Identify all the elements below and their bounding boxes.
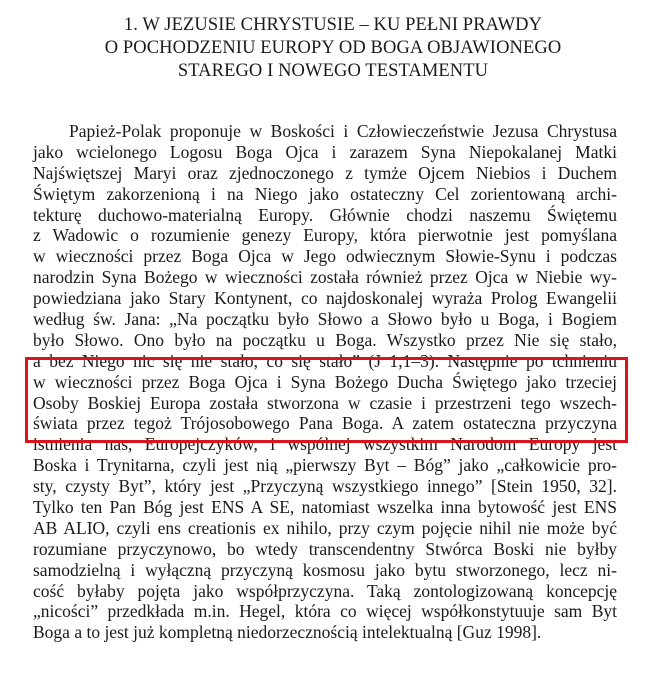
text-line: tekturę duchowo-materialną Europy. Głównie chodzi naszemu Świętemu [33, 204, 617, 225]
chapter-heading [0, 14, 666, 83]
text-line: w wieczności przez Boga Ojca i Syna Bożego Ducha Świętego jako trzeciej [33, 371, 617, 392]
text-line: Tylko ten Pan Bóg jest ENS A SE, natomiast wszelka inna bytowość jest ENS [33, 497, 617, 518]
text-line: było Słowo. Ono było na początku u Boga. Wszystko przez Nie się stało, [33, 329, 617, 350]
text-line: Papież-Polak proponuje w Boskości i Człowieczeństwie Jezusa Chrystusa [69, 121, 617, 141]
body-paragraph [33, 121, 617, 643]
text-line: rozumiane przyczynowo, bo wtedy transcendentny Stwórca Boski nie byłby [33, 538, 617, 559]
text-line: według św. Jana: „Na początku było Słowo a Słowo było u Boga, i Bogiem [33, 309, 617, 330]
text-line: Świętym zakorzenioną i na Niego jako ostateczny Cel zorientowaną archi- [33, 183, 617, 204]
text-line: „nicości” przedkłada m.in. Hegel, która co więcej współkonstytuuje sam Byt [33, 601, 617, 622]
heading-line-3: STAREGO I NOWEGO TESTAMENTU [177, 61, 489, 81]
heading-line-2: O POCHODZENIU EUROPY OD BOGA OBJAWIONEGO [104, 38, 562, 58]
text-line: AB ALIO, czyli ens creationis ex nihilo, przy czym pojęcie nihil nie może być [33, 517, 617, 538]
text-line: samodzielną i wyłączną przyczyną kosmosu jako bytu stworzonego, lecz ni- [33, 559, 617, 580]
text-line: Osoby Boskiej Europa została stworzona w czasie i przestrzeni tego wszech- [33, 392, 617, 413]
text-line: z Wadowic o rozumienie genezy Europy, która pierwotnie jest pomyślana [33, 225, 617, 246]
text-line: cość byłaby pojęta jako współprzyczyna. Taką zontologizowaną koncepcję [33, 580, 617, 601]
text-line: istnienia nas, Europejczyków, i wspólnej wszystkim Narodom Europy jest [33, 434, 617, 455]
heading-line-1: 1. W JEZUSIE CHRYSTUSIE – KU PEŁNI PRAWDY [123, 15, 543, 35]
text-line: narodzin Syna Bożego w wieczności została również przez Ojca w Niebie wy- [33, 267, 617, 288]
text-line: Boska i Trynitarna, czyli jest nią „pierwszy Byt – Bóg” jako „całkowicie pro- [33, 455, 617, 476]
text-line: świata przez tegoż Trójosobowego Pana Boga. A zatem ostateczna przyczyna [33, 413, 617, 434]
text-line: a bez Niego nic się nie stało, co się stało” (J 1,1–3). Następnie po tchnieniu [33, 350, 617, 371]
text-line: Boga a to jest już kompletną niedorzecznością intelektualną [Guz 1998]. [33, 622, 542, 643]
text-line: sty, czysty Byt”, który jest „Przyczyną wszystkiego innego” [Stein 1950, 32]. [33, 476, 617, 497]
text-line: jako wcielonego Logosu Boga Ojca i zarazem Syna Niepokalanej Matki [33, 141, 617, 162]
text-line: powiedziana jako Stary Kontynent, co najdoskonalej wyraża Prolog Ewangelii [33, 288, 617, 309]
text-line: Najświętszej Maryi oraz zjednoczonego z tymże Ojcem Niebios i Duchem [33, 162, 617, 183]
text-line: w wieczności przez Boga Ojca w Jego odwiecznym Słowie-Synu i podczas [33, 246, 617, 267]
